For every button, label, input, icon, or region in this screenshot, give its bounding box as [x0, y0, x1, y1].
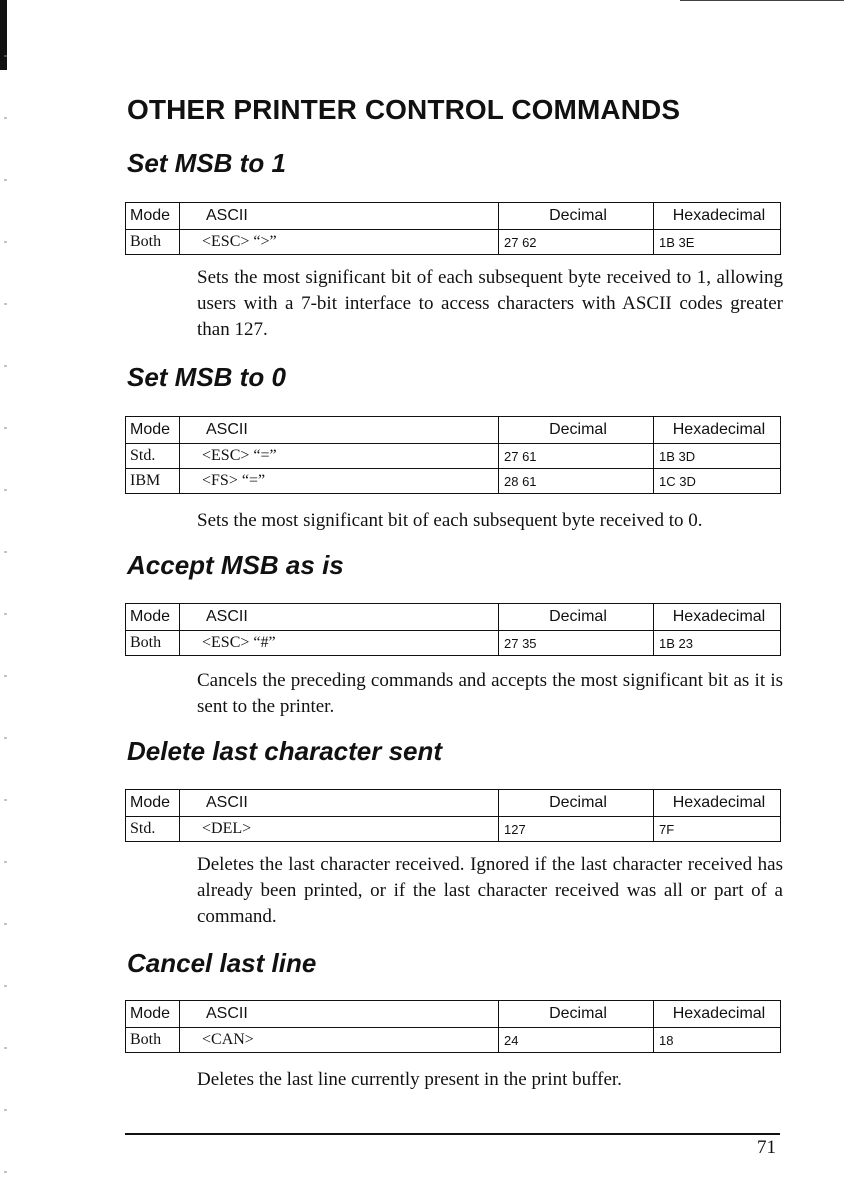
table-row — [126, 1028, 781, 1053]
page-title: OTHER PRINTER CONTROL COMMANDS — [127, 94, 681, 125]
table-row — [126, 444, 781, 469]
table-row — [126, 817, 781, 842]
header-hexadecimal: Hexadecimal — [654, 203, 781, 230]
header-hexadecimal: Hexadecimal — [654, 790, 781, 817]
cell-hexadecimal: 1C 3D — [654, 469, 781, 494]
header-mode: Mode — [126, 1001, 180, 1028]
header-decimal: Decimal — [499, 790, 654, 817]
header-mode: Mode — [126, 604, 180, 631]
cell-mode: Std. — [126, 444, 180, 469]
section-title-set-msb-1: Set MSB to 1 — [127, 148, 286, 178]
cell-mode: Both — [126, 230, 180, 255]
header-decimal: Decimal — [499, 203, 654, 230]
header-ascii: ASCII — [180, 1001, 499, 1028]
table-header-row — [126, 604, 781, 631]
header-hexadecimal: Hexadecimal — [654, 604, 781, 631]
cell-decimal: 127 — [499, 817, 654, 842]
cell-hexadecimal: 1B 3E — [654, 230, 781, 255]
header-ascii: ASCII — [180, 604, 499, 631]
footer-rule — [125, 1133, 780, 1135]
header-decimal: Decimal — [499, 1001, 654, 1028]
header-ascii: ASCII — [180, 203, 499, 230]
section-description-set-msb-1: Sets the most significant bit of each subsequent byte received to 1, allowing users with a 7-bit interface to access characters with ASCII codes greater than 127. — [197, 267, 783, 340]
cell-decimal: 27 62 — [499, 230, 654, 255]
section-title-cancel-last-line: Cancel last line — [127, 948, 317, 978]
cell-hexadecimal: 1B 23 — [654, 631, 781, 656]
header-mode: Mode — [126, 790, 180, 817]
cell-ascii: <ESC> “#” — [180, 631, 499, 656]
page-number: 71 — [757, 1137, 776, 1158]
command-table-accept-msb — [125, 603, 781, 656]
section-description-delete-last-char: Deletes the last character received. Ignored if the last character received has already been printed, or if the last character received was all or part of a command. — [197, 854, 783, 927]
cell-mode: Both — [126, 1028, 180, 1053]
command-table-set-msb-0 — [125, 416, 781, 494]
header-mode: Mode — [126, 417, 180, 444]
cell-ascii: <DEL> — [180, 817, 499, 842]
cell-mode: IBM — [126, 469, 180, 494]
table-header-row — [126, 417, 781, 444]
section-title-set-msb-0: Set MSB to 0 — [127, 362, 286, 392]
header-hexadecimal: Hexadecimal — [654, 1001, 781, 1028]
cell-hexadecimal: 7F — [654, 817, 781, 842]
header-ascii: ASCII — [180, 790, 499, 817]
cell-decimal: 27 35 — [499, 631, 654, 656]
cell-ascii: <FS> “=” — [180, 469, 499, 494]
header-mode: Mode — [126, 203, 180, 230]
section-title-accept-msb: Accept MSB as is — [127, 550, 344, 580]
section-description-set-msb-0: Sets the most significant bit of each subsequent byte received to 0. — [197, 510, 703, 531]
table-header-row — [126, 790, 781, 817]
cell-mode: Std. — [126, 817, 180, 842]
table-row — [126, 469, 781, 494]
section-description-cancel-last-line: Deletes the last line currently present in the print buffer. — [197, 1069, 622, 1090]
cell-ascii: <ESC> “=” — [180, 444, 499, 469]
table-row — [126, 631, 781, 656]
command-table-set-msb-1 — [125, 202, 781, 255]
command-table-delete-last-char — [125, 789, 781, 842]
header-decimal: Decimal — [499, 604, 654, 631]
cell-decimal: 24 — [499, 1028, 654, 1053]
section-title-delete-last-char: Delete last character sent — [127, 736, 443, 766]
header-ascii: ASCII — [180, 417, 499, 444]
command-table-cancel-last-line — [125, 1000, 781, 1053]
cell-hexadecimal: 18 — [654, 1028, 781, 1053]
cell-ascii: <CAN> — [180, 1028, 499, 1053]
header-decimal: Decimal — [499, 417, 654, 444]
cell-hexadecimal: 1B 3D — [654, 444, 781, 469]
cell-decimal: 28 61 — [499, 469, 654, 494]
section-description-accept-msb: Cancels the preceding commands and accepts the most significant bit as it is sent to the printer. — [197, 670, 783, 717]
header-hexadecimal: Hexadecimal — [654, 417, 781, 444]
cell-decimal: 27 61 — [499, 444, 654, 469]
cell-mode: Both — [126, 631, 180, 656]
table-header-row — [126, 203, 781, 230]
table-header-row — [126, 1001, 781, 1028]
cell-ascii: <ESC> “>” — [180, 230, 499, 255]
scan-margin-specks — [4, 0, 7, 1194]
top-rule — [680, 0, 844, 1]
table-row — [126, 230, 781, 255]
